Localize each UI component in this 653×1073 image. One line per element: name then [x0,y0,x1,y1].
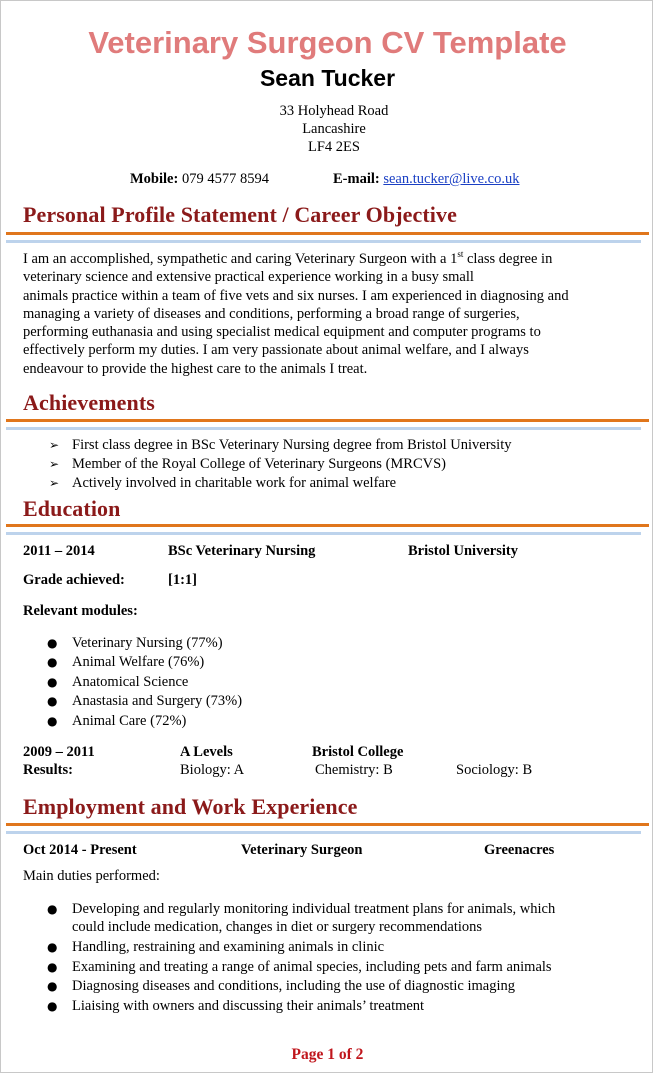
duty-item: ● Developing and regularly monitoring individual treatment plans for animals, which could include medication, changes in diet or surgery recommendations [47,901,556,935]
profile-line: endeavour to provide the highest care to the animals I treat. [23,360,368,377]
education-heading: Education [23,496,121,521]
module-item: ● Anatomical Science [47,674,189,690]
degree-institution: Bristol University [408,543,518,559]
section-divider [6,524,649,527]
achievements-heading: Achievements [23,390,155,415]
round-bullet-icon: ● [47,999,58,1013]
round-bullet-icon: ● [47,694,58,708]
profile-line: I am an accomplished, sympathetic and caring Veterinary Surgeon with a 1st class degree in [23,249,553,267]
results-label: Results: [23,762,73,778]
round-bullet-icon: ● [47,979,58,993]
profile-heading: Personal Profile Statement / Career Objective [23,202,457,227]
section-divider [6,240,641,243]
section-divider [6,831,641,834]
grade-label: Grade achieved: [23,572,125,588]
duty-item: ● Examining and treating a range of animal species, including pets and farm animals [47,959,552,975]
alevel-institution: Bristol College [312,744,404,760]
email-link[interactable]: sean.tucker@live.co.uk [383,171,520,187]
section-divider [6,232,649,235]
degree-course: BSc Veterinary Nursing [168,543,316,559]
page-number: Page 1 of 2 [291,1046,364,1063]
round-bullet-icon: ● [47,655,58,669]
mobile-number: 079 4577 8594 [181,171,269,187]
address-line-2: Lancashire [302,121,366,137]
round-bullet-icon: ● [47,960,58,974]
email-label: E-mail: [333,171,380,187]
arrow-bullet-icon: ➢ [49,476,60,490]
module-item: ● Veterinary Nursing (77%) [47,635,223,651]
section-divider [6,532,641,535]
degree-dates: 2011 – 2014 [23,543,95,559]
mobile-label: Mobile: [130,171,179,187]
email-contact [333,171,520,188]
arrow-bullet-icon: ➢ [49,438,60,452]
module-item: ● Animal Welfare (76%) [47,654,205,670]
section-divider [6,419,649,422]
result-item: Chemistry: B [315,762,393,778]
profile-line: managing a variety of diseases and conditions, performing a broad range of surgeries, [23,305,520,322]
profile-line: effectively perform my duties. I am very passionate about animal welfare, and I always [23,342,529,359]
round-bullet-icon: ● [47,675,58,689]
job-dates: Oct 2014 - Present [23,842,137,858]
section-divider [6,427,641,430]
round-bullet-icon: ● [47,902,58,916]
result-item: Sociology: B [456,762,533,778]
duty-item: ● Diagnosing diseases and conditions, including the use of diagnostic imaging [47,978,515,994]
duty-item: ● Liaising with owners and discussing their animals’ treatment [47,998,425,1014]
employment-heading: Employment and Work Experience [23,794,358,819]
profile-line: veterinary science and extensive practical experience working in a busy small [23,269,474,286]
module-item: ● Animal Care (72%) [47,713,187,729]
round-bullet-icon: ● [47,714,58,728]
achievement-item: ➢ Member of the Royal College of Veterinary Surgeons (MRCVS) [49,456,446,472]
section-divider [6,823,649,826]
grade-value: [1:1] [168,572,197,588]
alevel-course: A Levels [180,744,233,760]
duties-label: Main duties performed: [23,868,160,884]
profile-line: animals practice within a team of five vets and six nurses. I am experienced in diagnosing and [23,287,569,304]
modules-label: Relevant modules: [23,603,138,619]
job-employer: Greenacres [484,842,555,858]
job-role: Veterinary Surgeon [241,842,363,858]
mobile-contact [130,171,269,188]
module-item: ● Anastasia and Surgery (73%) [47,693,243,709]
document-title: Veterinary Surgeon CV Template [88,25,567,60]
achievement-item: ➢ Actively involved in charitable work for animal welfare [49,475,397,491]
profile-statement [23,250,631,378]
address-line-3: LF4 2ES [308,139,360,155]
arrow-bullet-icon: ➢ [49,457,60,471]
round-bullet-icon: ● [47,636,58,650]
achievement-item: ➢ First class degree in BSc Veterinary Nursing degree from Bristol University [49,437,512,453]
candidate-name: Sean Tucker [259,65,396,91]
profile-line: performing euthanasia and using specialist medical equipment and computer programs to [23,324,541,341]
result-item: Biology: A [180,762,245,778]
alevel-dates: 2009 – 2011 [23,744,95,760]
address-line-1: 33 Holyhead Road [279,103,389,119]
duty-item: ● Handling, restraining and examining animals in clinic [47,939,385,955]
round-bullet-icon: ● [47,940,58,954]
